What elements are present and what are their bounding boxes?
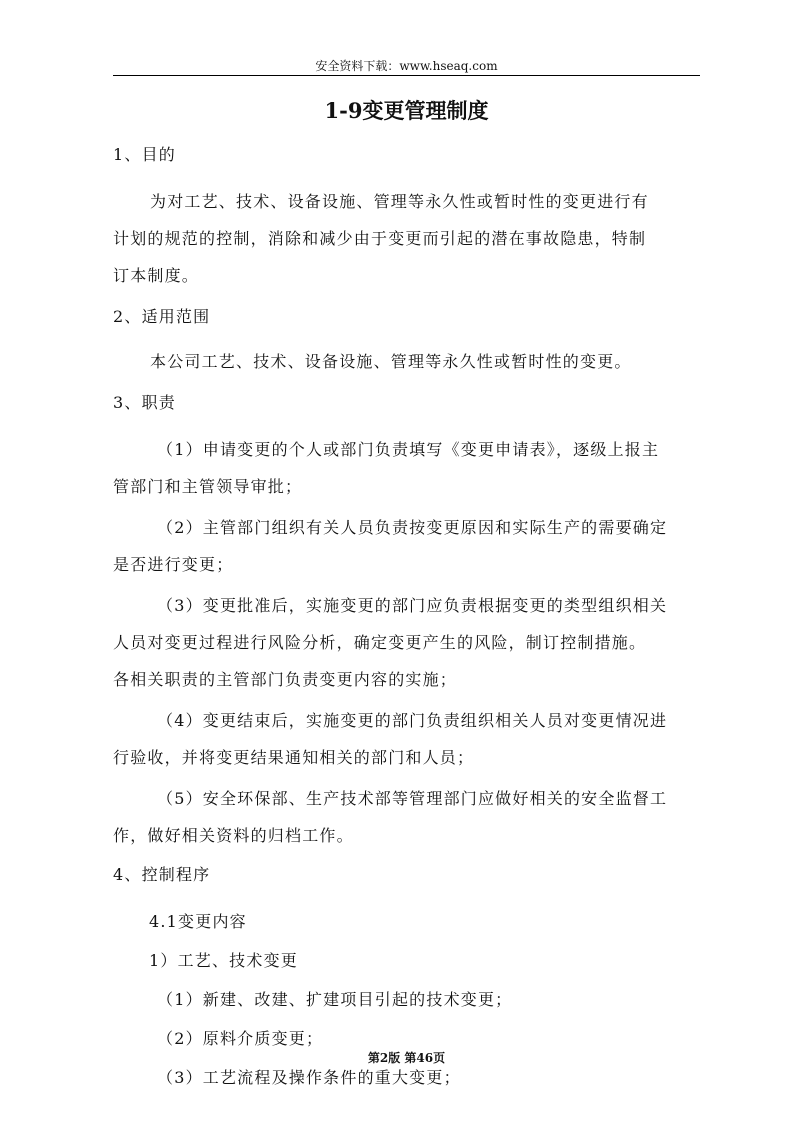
page-header: 安全资料下载：www.hseaq.com bbox=[315, 59, 498, 73]
document-title: 1-9变更管理制度 bbox=[324, 98, 489, 123]
paragraph-line: （3）变更批准后，实施变更的部门应负责根据变更的类型组织相关 bbox=[157, 596, 668, 615]
paragraph-line: 计划的规范的控制，消除和减少由于变更而引起的潜在事故隐患，特制 bbox=[113, 229, 647, 248]
paragraph-line: 行验收，并将变更结果通知相关的部门和人员； bbox=[113, 748, 475, 767]
list-item: （3）工艺流程及操作条件的重大变更； bbox=[157, 1068, 461, 1087]
list-item: （1）新建、改建、扩建项目引起的技术变更； bbox=[157, 990, 513, 1009]
section-heading-purpose: 1、目的 bbox=[113, 145, 176, 164]
paragraph-line: 是否进行变更； bbox=[113, 555, 234, 574]
paragraph-line: （5）安全环保部、生产技术部等管理部门应做好相关的安全监督工 bbox=[157, 789, 668, 808]
header-divider bbox=[113, 75, 700, 76]
paragraph-line: （2）主管部门组织有关人员负责按变更原因和实际生产的需要确定 bbox=[157, 518, 668, 537]
paragraph-line: 订本制度。 bbox=[113, 266, 200, 285]
paragraph-line: 作，做好相关资料的归档工作。 bbox=[113, 826, 354, 845]
list-item: （2）原料介质变更； bbox=[157, 1029, 324, 1048]
paragraph-line: 管部门和主管领导审批； bbox=[113, 477, 303, 496]
paragraph-line: 为对工艺、技术、设备设施、管理等永久性或暂时性的变更进行有 bbox=[150, 192, 649, 211]
page-footer: 第2版 第46页 bbox=[367, 1051, 446, 1065]
paragraph-line: 各相关职责的主管部门负责变更内容的实施； bbox=[113, 670, 458, 689]
subsection-heading: 4.1变更内容 bbox=[149, 912, 247, 931]
section-heading-control-procedure: 4、控制程序 bbox=[113, 865, 211, 884]
subsection-item: 1）工艺、技术变更 bbox=[149, 951, 298, 970]
section-heading-responsibilities: 3、职责 bbox=[113, 393, 176, 412]
paragraph-line: 本公司工艺、技术、设备设施、管理等永久性或暂时性的变更。 bbox=[150, 352, 632, 371]
paragraph-line: 人员对变更过程进行风险分析，确定变更产生的风险，制订控制措施。 bbox=[113, 633, 647, 652]
paragraph-line: （1）申请变更的个人或部门负责填写《变更申请表》，逐级上报主 bbox=[157, 440, 660, 459]
section-heading-scope: 2、适用范围 bbox=[113, 307, 211, 326]
paragraph-line: （4）变更结束后，实施变更的部门负责组织相关人员对变更情况进 bbox=[157, 711, 668, 730]
